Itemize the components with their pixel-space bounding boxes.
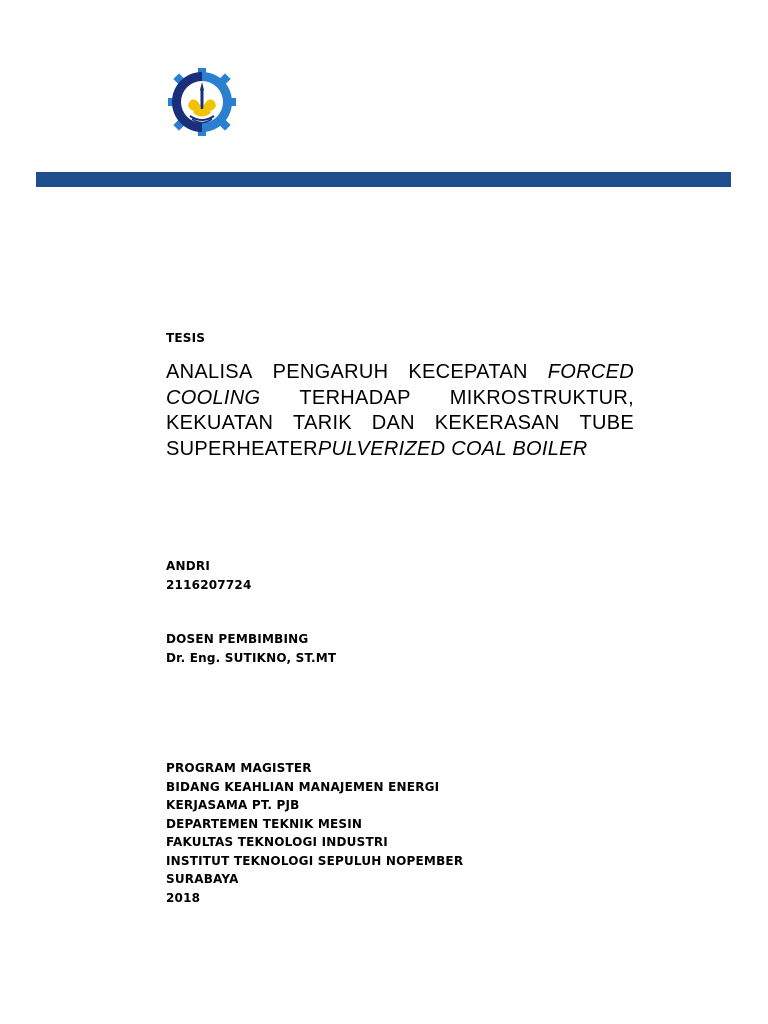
title-word: PULVERIZED COAL BOILER: [317, 437, 588, 460]
supervisor-block: [166, 630, 336, 668]
title-word: TUBE: [579, 412, 634, 434]
institution-line: BIDANG KEAHLIAN MANAJEMEN ENERGI: [166, 779, 440, 794]
institution-line: PROGRAM MAGISTER: [166, 761, 312, 775]
author-id: 2116207724: [166, 578, 252, 592]
title-line-4: [166, 437, 634, 463]
author-block: [166, 557, 252, 595]
supervisor-label: DOSEN PEMBIMBING: [166, 632, 309, 646]
header-band: [36, 172, 731, 187]
institution-line: INSTITUT TEKNOLOGI SEPULUH NOPEMBER: [166, 853, 464, 868]
institution-logo-icon: [166, 66, 238, 138]
document-type: TESIS: [166, 331, 206, 345]
institution-line: DEPARTEMEN TEKNIK MESIN: [166, 816, 363, 831]
institution-line: SURABAYA: [166, 872, 239, 886]
title-word: KECEPATAN: [408, 361, 528, 383]
title-line-1: [166, 360, 634, 386]
title-line-2: [166, 386, 634, 412]
title-word: MIKROSTRUKTUR,: [449, 386, 634, 409]
title-word: ANALISA: [166, 361, 253, 383]
institution-line: 2018: [166, 890, 201, 905]
supervisor-name: Dr. Eng. SUTIKNO, ST.MT: [166, 651, 337, 665]
title-word: TARIK: [293, 412, 352, 434]
title-word: DAN: [371, 412, 415, 434]
institution-line: KERJASAMA PT. PJB: [166, 798, 300, 812]
title-word: SUPERHEATER: [166, 437, 318, 460]
thesis-title: [166, 360, 634, 462]
title-word: COOLING: [166, 386, 261, 409]
institution-block: [166, 759, 463, 907]
author-name: ANDRI: [166, 559, 210, 573]
institution-line: FAKULTAS TEKNOLOGI INDUSTRI: [166, 835, 388, 849]
title-word: TERHADAP: [299, 386, 411, 409]
title-word: FORCED: [547, 361, 634, 383]
title-word: PENGARUH: [272, 361, 389, 383]
title-word: KEKUATAN: [166, 412, 274, 434]
title-line-3: [166, 411, 634, 437]
title-word: KEKERASAN: [434, 412, 560, 434]
